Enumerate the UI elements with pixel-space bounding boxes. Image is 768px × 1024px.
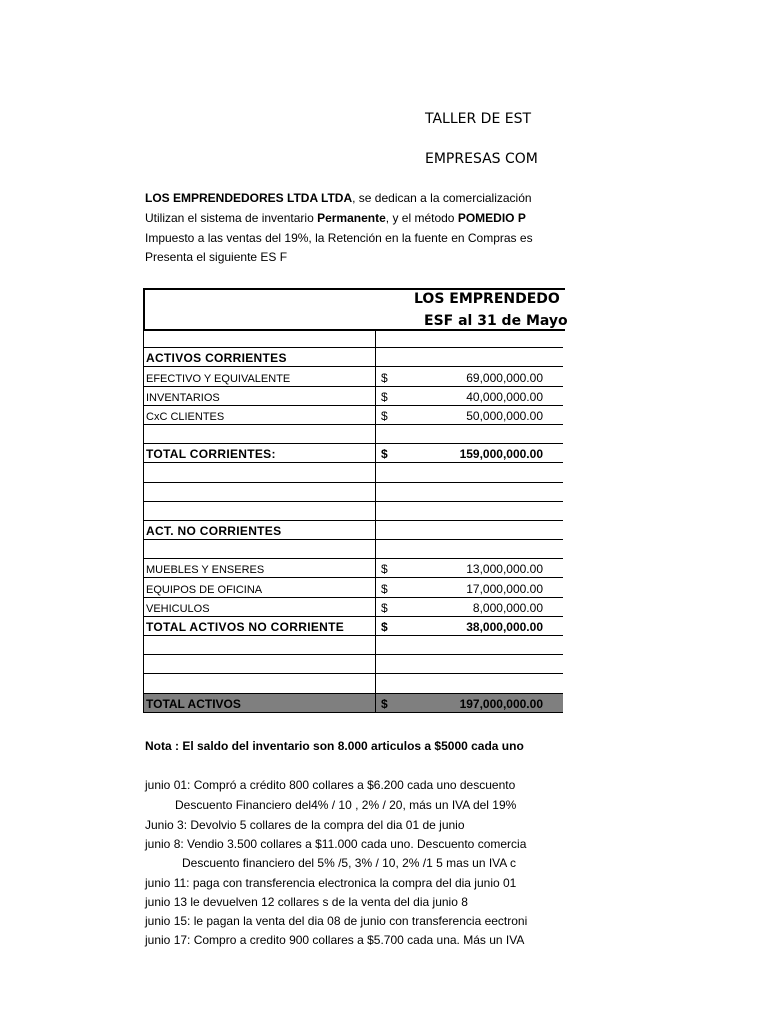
table-row bbox=[143, 425, 563, 444]
intro-line-2 bbox=[145, 211, 526, 225]
intro-line-4: Presenta el siguiente ES F bbox=[145, 250, 288, 264]
row-amount: 50,000,000.00 bbox=[466, 408, 543, 423]
table-row bbox=[143, 540, 563, 559]
intro-line-1 bbox=[145, 191, 532, 205]
table-row bbox=[143, 502, 563, 521]
subtotal-amount: 38,000,000.00 bbox=[466, 620, 543, 634]
currency-symbol: $ bbox=[381, 389, 388, 404]
table-row bbox=[143, 674, 563, 693]
table-row bbox=[143, 483, 563, 502]
esf-company: LOS EMPRENDEDO bbox=[414, 291, 560, 307]
currency-symbol: $ bbox=[381, 696, 388, 711]
currency-symbol: $ bbox=[381, 600, 388, 615]
esf-date: ESF al 31 de Mayo bbox=[424, 313, 568, 329]
row-label: EQUIPOS DE OFICINA bbox=[146, 583, 263, 596]
section-heading: ACT. NO CORRIENTES bbox=[146, 524, 282, 539]
esf-table bbox=[143, 329, 563, 713]
subtotal-amount: 159,000,000.00 bbox=[459, 447, 543, 462]
row-label: INVENTARIOS bbox=[146, 391, 220, 404]
transaction-line: junio 15: le pagan la venta del dia 08 de junio con transferencia eectroni bbox=[145, 914, 528, 928]
row-amount: 17,000,000.00 bbox=[466, 581, 543, 596]
valuation-method: POMEDIO P bbox=[457, 211, 526, 225]
inventory-note: Nota : El saldo del inventario son 8.000 articulos a $5000 cada uno bbox=[145, 739, 524, 753]
row-amount: 69,000,000.00 bbox=[466, 370, 543, 385]
table-row bbox=[143, 367, 563, 386]
company-name: LOS EMPRENDEDORES LTDA LTDA bbox=[145, 191, 353, 205]
inventory-system: Permanente bbox=[317, 211, 386, 225]
row-label: CxC CLIENTES bbox=[146, 410, 225, 423]
table-row bbox=[143, 578, 563, 597]
row-amount: 8,000,000.00 bbox=[472, 600, 543, 615]
currency-symbol: $ bbox=[381, 447, 388, 462]
total-amount: 197,000,000.00 bbox=[459, 696, 543, 711]
subtotal-label: TOTAL CORRIENTES: bbox=[146, 447, 276, 462]
intro-line-1-rest: , se dedican a la comercialización bbox=[352, 191, 532, 205]
transaction-line: junio 17: Compro a credito 900 collares a $5.700 cada una. Más un IVA bbox=[145, 933, 525, 947]
intro-line-3: Impuesto a las ventas del 19%, la Retención en la fuente en Compras es bbox=[145, 231, 533, 245]
currency-symbol: $ bbox=[381, 581, 388, 596]
subtotal-label: TOTAL ACTIVOS NO CORRIENTE bbox=[146, 620, 345, 634]
intro-line-2-start: Utilizan el sistema de inventario bbox=[145, 211, 318, 225]
section-heading: ACTIVOS CORRIENTES bbox=[146, 351, 287, 366]
intro-line-2-mid: , y el método bbox=[385, 211, 458, 225]
table-row bbox=[143, 329, 563, 348]
total-label: TOTAL ACTIVOS bbox=[146, 696, 241, 711]
transaction-line: junio 11: paga con transferencia electronica la compra del dia junio 01 bbox=[145, 876, 517, 890]
row-amount: 40,000,000.00 bbox=[466, 389, 543, 404]
table-row bbox=[143, 387, 563, 406]
table-row-subtotal bbox=[143, 444, 563, 463]
transaction-line: junio 01: Compró a crédito 800 collares a $6.200 cada uno descuento bbox=[145, 778, 516, 792]
transaction-line: Descuento financiero del 5% /5, 3% / 10, 2% /1 5 mas un IVA c bbox=[182, 856, 516, 870]
table-row-subtotal bbox=[143, 617, 563, 636]
transaction-line: Descuento Financiero del4% / 10 , 2% / 20, más un IVA del 19% bbox=[175, 798, 517, 812]
currency-symbol: $ bbox=[381, 408, 388, 423]
table-row bbox=[143, 348, 563, 367]
transaction-line: Junio 3: Devolvio 5 collares de la compra del dia 01 de junio bbox=[145, 818, 465, 832]
table-row bbox=[143, 559, 563, 578]
row-label: VEHICULOS bbox=[146, 602, 210, 615]
table-row bbox=[143, 463, 563, 482]
table-row bbox=[143, 406, 563, 425]
transaction-line: junio 13 le devuelven 12 collares s de la venta del dia junio 8 bbox=[145, 895, 468, 909]
row-label: MUEBLES Y ENSERES bbox=[146, 564, 265, 577]
table-row bbox=[143, 521, 563, 540]
document-title: TALLER DE EST bbox=[425, 111, 532, 127]
row-label: EFECTIVO Y EQUIVALENTE bbox=[146, 372, 291, 385]
row-amount: 13,000,000.00 bbox=[466, 562, 543, 577]
table-row bbox=[143, 655, 563, 674]
table-row-total bbox=[143, 694, 563, 713]
currency-symbol: $ bbox=[381, 620, 388, 634]
currency-symbol: $ bbox=[381, 562, 388, 577]
table-row bbox=[143, 598, 563, 617]
document-subtitle: EMPRESAS COM bbox=[425, 151, 538, 167]
table-row bbox=[143, 636, 563, 655]
currency-symbol: $ bbox=[381, 370, 388, 385]
transaction-line: junio 8: Vendio 3.500 collares a $11.000 cada uno. Descuento comercia bbox=[145, 837, 527, 851]
